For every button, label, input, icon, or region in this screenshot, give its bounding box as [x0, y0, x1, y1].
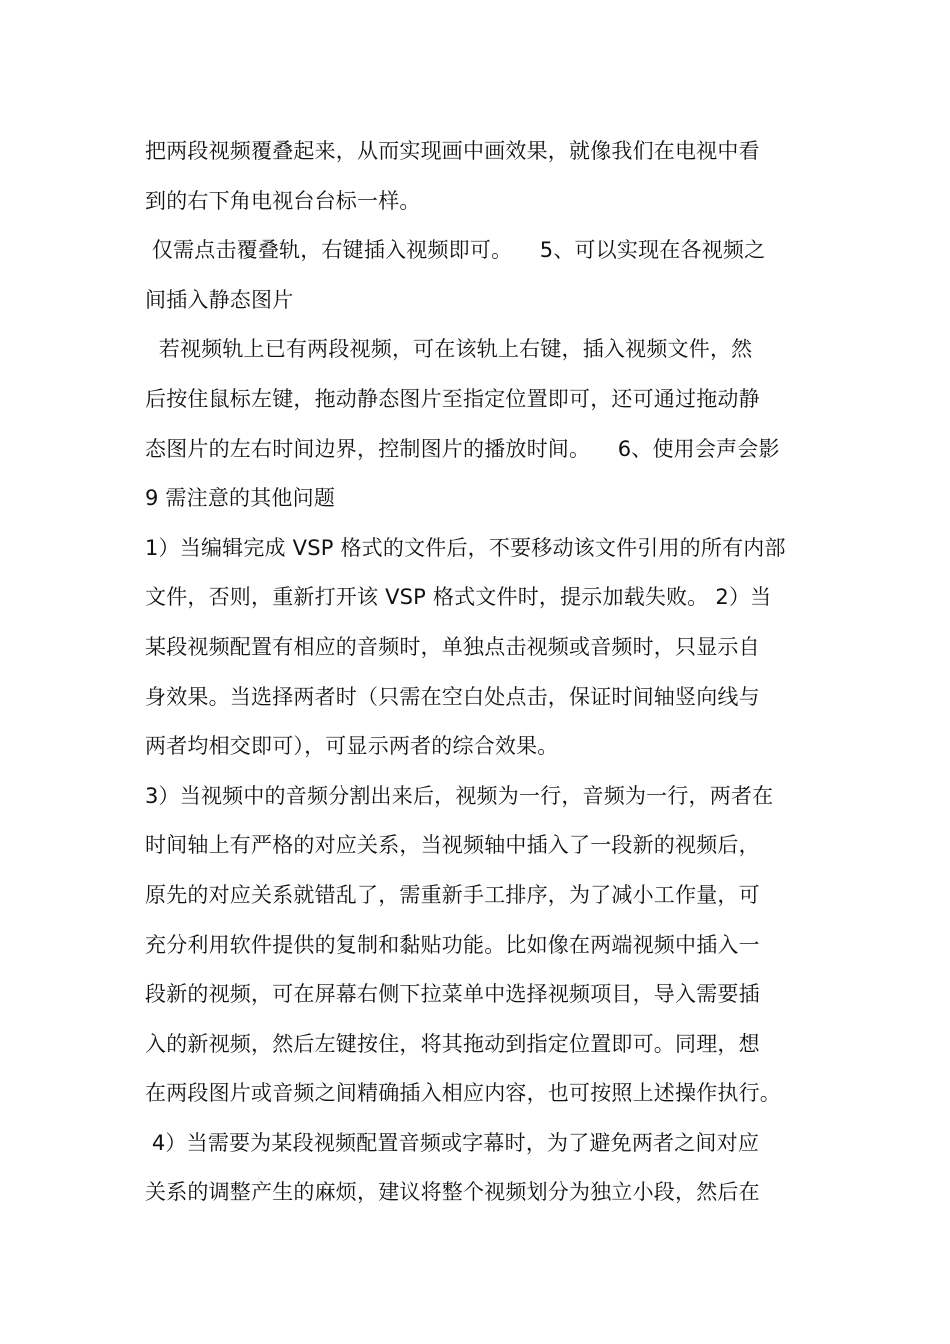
text-line-20: 在两段图片或音频之间精确插入相应内容，也可按照上述操作执行。	[145, 1081, 781, 1106]
text-line-9: 1）当编辑完成 VSP 格式的文件后，不要移动该文件引用的所有内部	[145, 535, 786, 560]
text-line-21: 4）当需要为某段视频配置音频或字幕时，为了避免两者之间对应	[145, 1130, 760, 1155]
text-line-12: 身效果。当选择两者时（只需在空白处点击，保证时间轴竖向线与	[145, 684, 760, 709]
text-line-18: 段新的视频，可在屏幕右侧下拉菜单中选择视频项目，导入需要插	[145, 982, 760, 1007]
text-line-6: 后按住鼠标左键，拖动静态图片至指定位置即可，还可通过拖动静	[145, 386, 760, 411]
body-text	[145, 127, 820, 1218]
text-line-4: 间插入静态图片	[145, 287, 294, 312]
text-line-22: 关系的调整产生的麻烦，建议将整个视频划分为独立小段，然后在	[145, 1180, 760, 1205]
text-line-16: 原先的对应关系就错乱了，需重新手工排序，为了减小工作量，可	[145, 882, 760, 907]
text-line-10: 文件，否则，重新打开该 VSP 格式文件时，提示加载失败。 2）当	[145, 585, 772, 610]
text-line-5: 若视频轨上已有两段视频，可在该轨上右键，插入视频文件，然	[145, 337, 753, 362]
text-line-2: 到的右下角电视台台标一样。	[145, 188, 421, 213]
text-line-14: 3）当视频中的音频分割出来后，视频为一行，音频为一行，两者在	[145, 783, 774, 808]
text-line-11: 某段视频配置有相应的音频时，单独点击视频或音频时，只显示自	[145, 634, 760, 659]
text-line-15: 时间轴上有严格的对应关系，当视频轴中插入了一段新的视频后，	[145, 833, 760, 858]
text-line-1: 把两段视频覆叠起来，从而实现画中画效果，就像我们在电视中看	[145, 139, 760, 163]
text-line-13: 两者均相交即可），可显示两者的综合效果。	[145, 734, 559, 759]
text-line-17: 充分利用软件提供的复制和黏贴功能。比如像在两端视频中插入一	[145, 932, 760, 957]
text-line-7: 态图片的左右时间边界，控制图片的播放时间。 6、使用会声会影	[145, 436, 780, 461]
text-line-8: 9 需注意的其他问题	[145, 486, 336, 511]
text-line-19: 入的新视频，然后左键按住，将其拖动到指定位置即可。同理，想	[145, 1031, 760, 1056]
text-line-3: 仅需点击覆叠轨，右键插入视频即可。 5、可以实现在各视频之	[145, 238, 766, 263]
